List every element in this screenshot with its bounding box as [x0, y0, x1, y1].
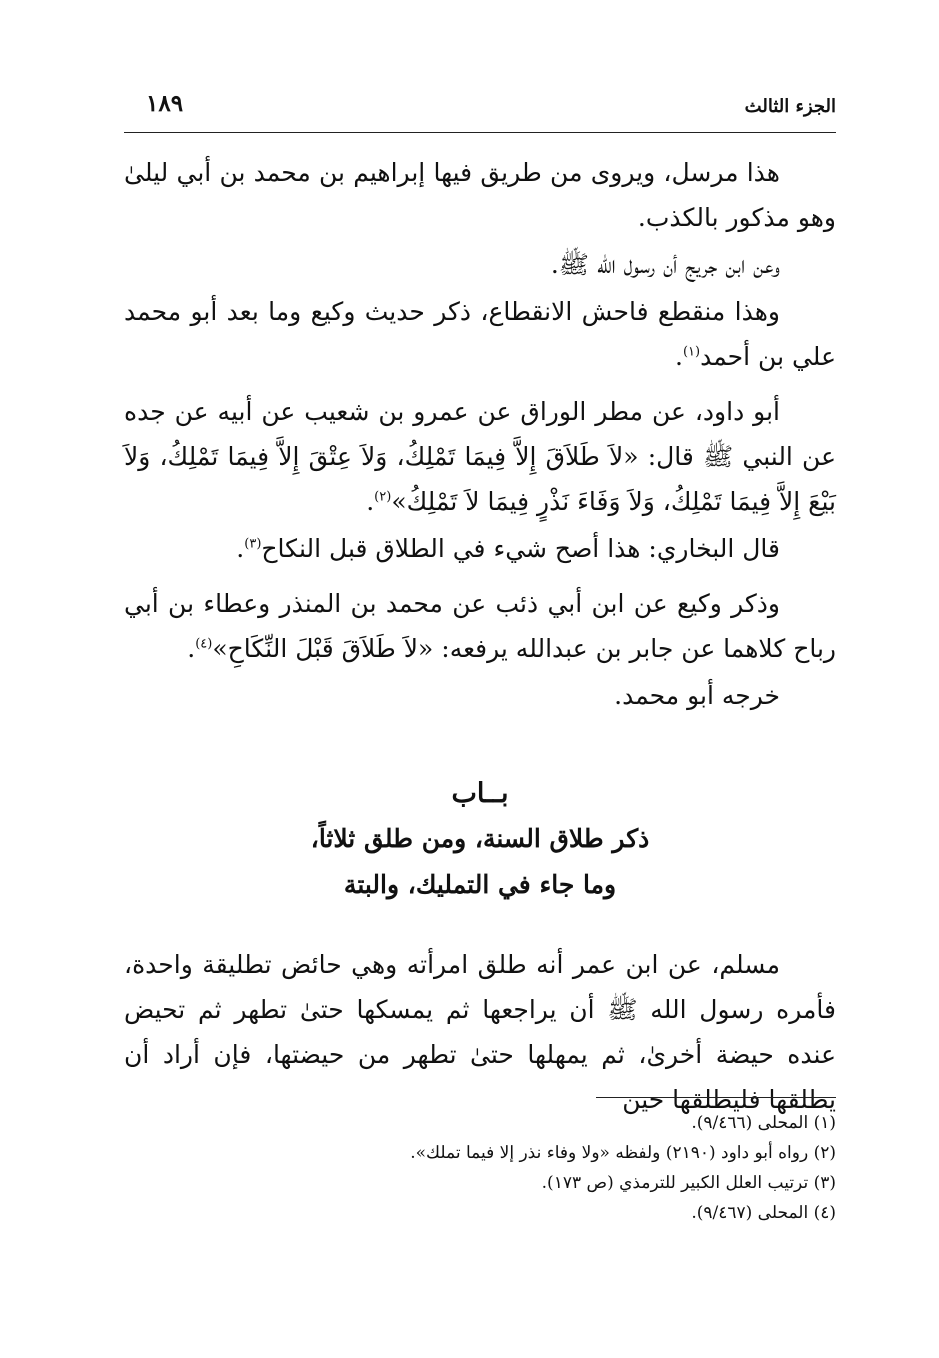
footnote-4: (٤) المحلى (٩/٤٦٧). — [691, 1203, 836, 1223]
footnote-ref-1: (١) — [682, 344, 701, 360]
footnote-ref-4: (٤) — [195, 636, 213, 652]
page-number: ١٨٩ — [146, 90, 184, 117]
paragraph-7: خرجه أبو محمد. — [614, 681, 780, 710]
footnote-separator — [596, 1097, 836, 1098]
footnote-2: (٢) رواه أبو داود (٢١٩٠) ولفظه «ولا وفاء نذر إلا فيما تملك». — [410, 1143, 836, 1163]
footnote-ref-2: (٢) — [374, 489, 392, 505]
running-head: الجزء الثالث — [744, 96, 836, 117]
main-text — [124, 150, 836, 718]
footnote-1: (١) المحلى (٩/٤٦٦). — [691, 1113, 836, 1133]
page-header — [124, 84, 836, 133]
paragraph-1: هذا مرسل، ويروى من طريق فيها إبراهيم بن محمد بن أبي ليلىٰ وهو مذكور بالكذب. — [124, 158, 836, 232]
footnote-ref-3: (٣) — [244, 536, 262, 552]
paragraph-4: أبو داود، عن مطر الوراق عن عمرو بن شعيب عن أبيه عن جده عن النبي ﷺ قال: «لاَ طَلاَقَ إِلاَّ فِيمَا تَمْلِكُ، وَلاَ عِتْقَ إِلاَّ فِيمَا تَمْلِكُ، وَلاَ بَيْعَ إِلاَّ فِيمَا تَمْلِكُ، وَلاَ وَفَاءَ نَذْرٍ فِيمَا لاَ تَمْلِكُ»$^{(٢)}$. — [124, 397, 836, 516]
chapter-title-line-2: وما جاء في التمليك، والبتة — [343, 870, 617, 899]
paragraph-6: وذكر وكيع عن ابن أبي ذئب عن محمد بن المنذر وعطاء بن أبي رباح كلاهما عن جابر بن عبدالله يرفعه: «لاَ طَلاَقَ قَبْلَ النِّكَاحِ»$^{(٤)}$. — [124, 589, 836, 663]
footnote-3: (٣) ترتيب العلل الكبير للترمذي (ص ١٧٣). — [541, 1173, 836, 1193]
chapter-paragraph-1: مسلم، عن ابن عمر أنه طلق امرأته وهي حائض تطليقة واحدة، فأمره رسول الله ﷺ أن يراجعها ثم يمسكها حتىٰ تطهر ثم تحيض عنده حيضة أخرىٰ، ثم يمهلها حتىٰ تطهر من حيضتها، فإن أراد أن يطلقها فليطلقها حين — [124, 950, 836, 1114]
paragraph-2: وعن ابن جريج أن رسول الله ﷺ. — [550, 250, 780, 279]
footnotes — [124, 1108, 836, 1228]
chapter-heading — [124, 772, 836, 908]
paragraph-3: وهذا منقطع فاحش الانقطاع، ذكر حديث وكيع وما بعد أبو محمد علي بن أحمد$^{(١)}$. — [124, 297, 836, 371]
chapter-body — [124, 942, 836, 1122]
chapter-title-line-1: ذكر طلاق السنة، ومن طلق ثلاثاً، — [310, 824, 650, 853]
chapter-label: بــاب — [451, 778, 509, 809]
paragraph-5: قال البخاري: هذا أصح شيء في الطلاق قبل النكاح$^{(٣)}$. — [236, 534, 780, 563]
